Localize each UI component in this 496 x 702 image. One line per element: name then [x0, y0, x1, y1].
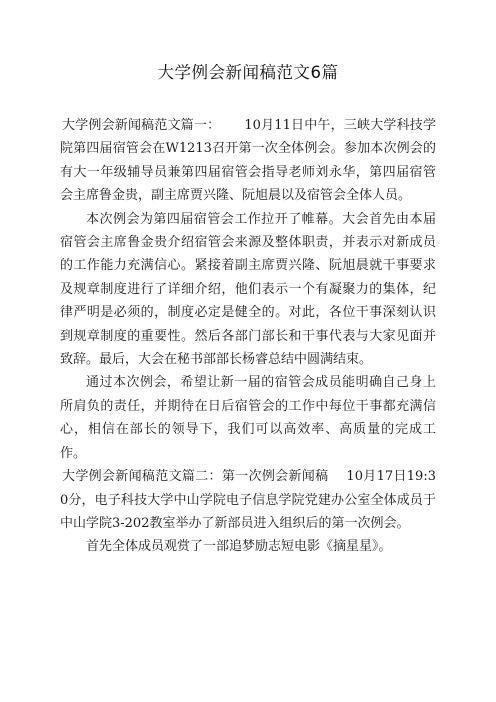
paragraph-text: 10月17日19:30分，电子科技大学中山学院电子信息学院党建办公室全体成员于中山学院3-202教室举办了新部员进入组织后的第一次例会。: [60, 469, 436, 531]
article-heading-1: 大学例会新闻稿范文篇一：: [62, 118, 221, 133]
article-heading-2: 大学例会新闻稿范文篇二：第一次例会新闻稿: [62, 469, 329, 485]
paragraph-5: 首先全体成员观赏了一部追梦励志短电影《摘星星》。: [86, 539, 392, 555]
document-title: 大学例会新闻稿范文6篇: [157, 63, 339, 82]
paragraph-3: 通过本次例会，希望让新一届的宿管会成员能明确自己身上所肩负的责任，并期待在日后宿管会的工作中每位干事都充满信心，相信在部长的领导下，我们可以高效率、高质量的完成工作。: [60, 375, 436, 461]
paragraph-text: 10月11日中午，三峡大学科技学院第四届宿管会在W1213召开第一次全体例会。参加本次例会的有大一年级辅导员兼第四届宿管会指导老师刘永华，第四届宿管会主席鲁金贵，副主席贾兴隆、阮旭晨以及宿管会全体人员。: [60, 118, 436, 204]
paragraph-4: [60, 465, 436, 535]
paragraph-1: [60, 114, 436, 208]
document-body: [60, 114, 436, 559]
paragraph-2: 本次例会为第四届宿管会工作拉开了帷幕。大会首先由本届宿管会主席鲁金贵介绍宿管会来源及整体职责，并表示对新成员的工作能力充满信心。紧接着副主席贾兴隆、阮旭晨就干事要求及规章制度进行了详细介绍，他们表示一个有凝聚力的集体，纪律严明是必须的，制度必定是健全的。对此，各位干事深刻认识到规章制度的重要性。然后各部门部长和干事代表与大家见面并致辞。最后，大会在秘书部部长杨睿总结中圆满结束。: [60, 211, 436, 368]
